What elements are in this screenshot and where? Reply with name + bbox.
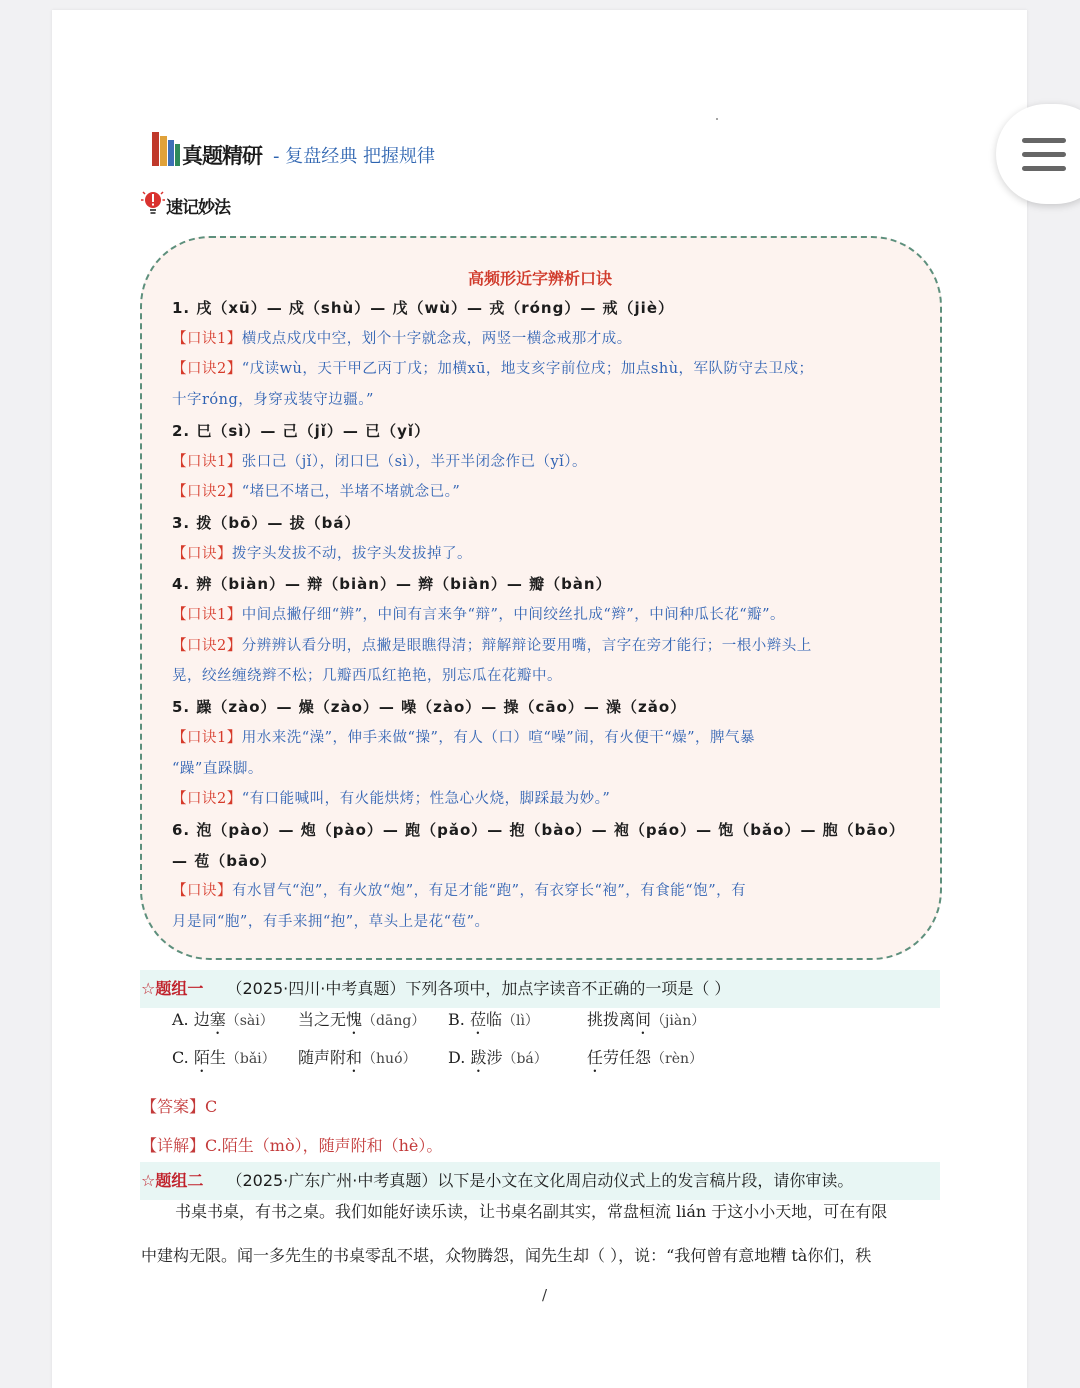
option-b2: 挑拨离间（jiàn） xyxy=(587,1010,706,1029)
mnemonic-text xyxy=(172,604,924,626)
section-subtitle: - 复盘经典 把握规律 xyxy=(273,146,435,167)
option-d2: 任劳任怨（rèn） xyxy=(587,1048,704,1067)
mnemonic-heading xyxy=(172,297,924,319)
detail-line: 【详解】C.陌生（mò），随声附和（hè）。 xyxy=(141,1136,443,1155)
option-c2: 随声附和（huó） xyxy=(298,1048,417,1067)
mnemonic-label: 【口诀1】 xyxy=(172,453,242,470)
question-1-heading xyxy=(141,970,730,1008)
books-icon xyxy=(150,130,182,168)
mnemonic-text xyxy=(172,389,924,411)
mnemonic-box-title: 高频形近字辨析口诀 xyxy=(467,269,612,288)
mnemonic-text xyxy=(172,788,924,810)
question-prompt: （2025·四川·中考真题）下列各项中，加点字读音不正确的一项是（ ） xyxy=(226,979,731,998)
mnemonic-line-text: “有口能喊叫，有火能烘烤；性急心火烧，脚踩最为妙。” xyxy=(241,791,611,808)
mnemonic-line-text: 4. 辨（biàn）— 辩（biàn）— 辫（biàn）— 瓣（bàn） xyxy=(172,575,612,594)
option-c1: C. 陌生（bǎi） xyxy=(172,1048,276,1067)
page-number: / xyxy=(542,1286,548,1304)
passage-line: 书桌书桌，有书之桌。我们如能好读乐读，让书桌名副其实，常盘桓流 lián 于这小小天地，可在有限 xyxy=(175,1202,888,1221)
mnemonic-label: 【口诀2】 xyxy=(172,637,242,654)
option-d1: D. 跋涉（bá） xyxy=(448,1048,548,1067)
question-prompt: （2025·广东广州·中考真题）以下是小文在文化周启动仪式上的发言稿片段，请你审读。 xyxy=(226,1171,854,1190)
mnemonic-label: 【口诀1】 xyxy=(172,729,242,746)
speck xyxy=(716,118,718,120)
mnemonic-line-text: 5. 躁（zào）— 燥（zào）— 噪（zào）— 操（cāo）— 澡（zǎo） xyxy=(172,698,687,717)
mnemonic-line-text: 月是同“胞”，有手来拥“抱”，草头上是花“苞”。 xyxy=(172,914,490,930)
mnemonic-heading xyxy=(172,573,924,595)
mnemonic-label: 【口诀2】 xyxy=(172,484,242,501)
hamburger-icon xyxy=(1022,166,1066,171)
mnemonic-text xyxy=(172,328,924,350)
mnemonic-line-text: 分辨辨认看分明，点撇是眼瞧得清；辩解辩论要用嘴，言字在旁才能行；一根小辫头上 xyxy=(241,637,812,654)
mnemonic-line-text: 横戌点戍戊中空，划个十字就念戎，两竖一横念戒那才成。 xyxy=(241,330,632,347)
mnemonic-line-text: 有水冒气“泡”，有火放“炮”，有足才能“跑”，有衣穿长“袍”，有食能“饱”，有 xyxy=(232,883,747,900)
mnemonic-label: 【口诀1】 xyxy=(172,607,242,623)
mnemonic-label: 【口诀1】 xyxy=(172,330,242,347)
mnemonic-text xyxy=(172,635,924,657)
mnemonic-line-text: 拨字头发拔不动，拔字头发拔掉了。 xyxy=(232,545,472,562)
question-2-heading xyxy=(141,1162,853,1200)
option-b1: B. 莅临（lì） xyxy=(448,1010,539,1029)
mnemonic-text xyxy=(172,758,924,780)
mnemonic-heading xyxy=(172,420,924,442)
mnemonic-label: 【口诀】 xyxy=(172,545,232,562)
mnemonic-line-text: 晃，绞丝缠绕辫不松；几瓣西瓜红艳艳，别忘瓜在花瓣中。 xyxy=(172,668,562,685)
tip-title: 速记妙法 xyxy=(166,198,230,218)
mnemonic-text xyxy=(172,481,924,503)
hamburger-icon xyxy=(1022,138,1066,143)
mnemonic-text xyxy=(172,451,924,473)
mnemonic-line-text: 用水来洗“澡”，伸手来做“操”，有人（口）喧“噪”闹，有火便干“燥”，脾气暴 xyxy=(241,729,756,746)
mnemonic-line-text: 2. 巳（sì）— 己（jǐ）— 已（yǐ） xyxy=(172,421,431,440)
mnemonic-line-text: — 苞（bāo） xyxy=(172,851,277,870)
mnemonic-line-text: 6. 泡（pào）— 炮（pào）— 跑（pǎo）— 抱（bào）— 袍（páo）— 饱（bǎo）— 胞（bāo） xyxy=(172,820,905,839)
mnemonic-text xyxy=(172,665,924,687)
mnemonic-line-text: 十字róng，身穿戎装守边疆。” xyxy=(172,392,374,409)
option-a1: A. 边塞（sài） xyxy=(172,1010,274,1029)
answer-line: 【答案】C xyxy=(141,1097,218,1116)
mnemonic-line-text: “戊读wù，天干甲乙丙丁戊；加横xū，地支亥字前位戌；加点shù，军队防守去卫戍； xyxy=(241,361,814,378)
mnemonic-heading xyxy=(172,819,924,841)
option-a2: 当之无愧（dāng） xyxy=(298,1010,426,1029)
mnemonic-line-text: 中间点撇仔细“辨”，中间有言来争“辩”，中间绞丝扎成“辫”，中间种瓜长花“瓣”。 xyxy=(241,607,786,623)
mnemonic-text xyxy=(172,727,924,749)
question-group-label: ☆题组二 xyxy=(141,1171,204,1190)
mnemonic-label: 【口诀2】 xyxy=(172,791,242,808)
mnemonic-line-text: 3. 拨（bō）— 拔（bá） xyxy=(172,513,361,532)
mnemonic-line-text: “躁”直跺脚。 xyxy=(172,760,263,777)
passage-line: 中建构无限。闻一多先生的书桌零乱不堪，众物腾怨，闻先生却（ ），说：“我何曾有意地糟 tà你们，秩 xyxy=(141,1246,872,1265)
mnemonic-line-text: 1. 戌（xū）— 戍（shù）— 戊（wù）— 戎（róng）— 戒（jiè） xyxy=(172,299,674,317)
mnemonic-text xyxy=(172,543,924,565)
section-title: 真题精研 xyxy=(182,144,262,168)
mnemonic-line-text: 张口己（jǐ），闭口巳（sì），半开半闭念作已（yǐ）。 xyxy=(241,453,588,470)
lightbulb-icon xyxy=(141,188,165,216)
mnemonic-heading xyxy=(172,512,924,534)
mnemonic-line-text: “堵巳不堵己，半堵不堵就念已。” xyxy=(241,484,461,501)
mnemonic-heading xyxy=(172,850,924,872)
mnemonic-label: 【口诀】 xyxy=(172,883,232,900)
hamburger-icon xyxy=(1022,152,1066,157)
mnemonic-label: 【口诀2】 xyxy=(172,361,242,378)
mnemonic-text xyxy=(172,911,924,933)
mnemonic-heading xyxy=(172,696,924,718)
question-group-label: ☆题组一 xyxy=(141,979,204,998)
mnemonic-text xyxy=(172,358,924,380)
mnemonic-text xyxy=(172,880,924,902)
